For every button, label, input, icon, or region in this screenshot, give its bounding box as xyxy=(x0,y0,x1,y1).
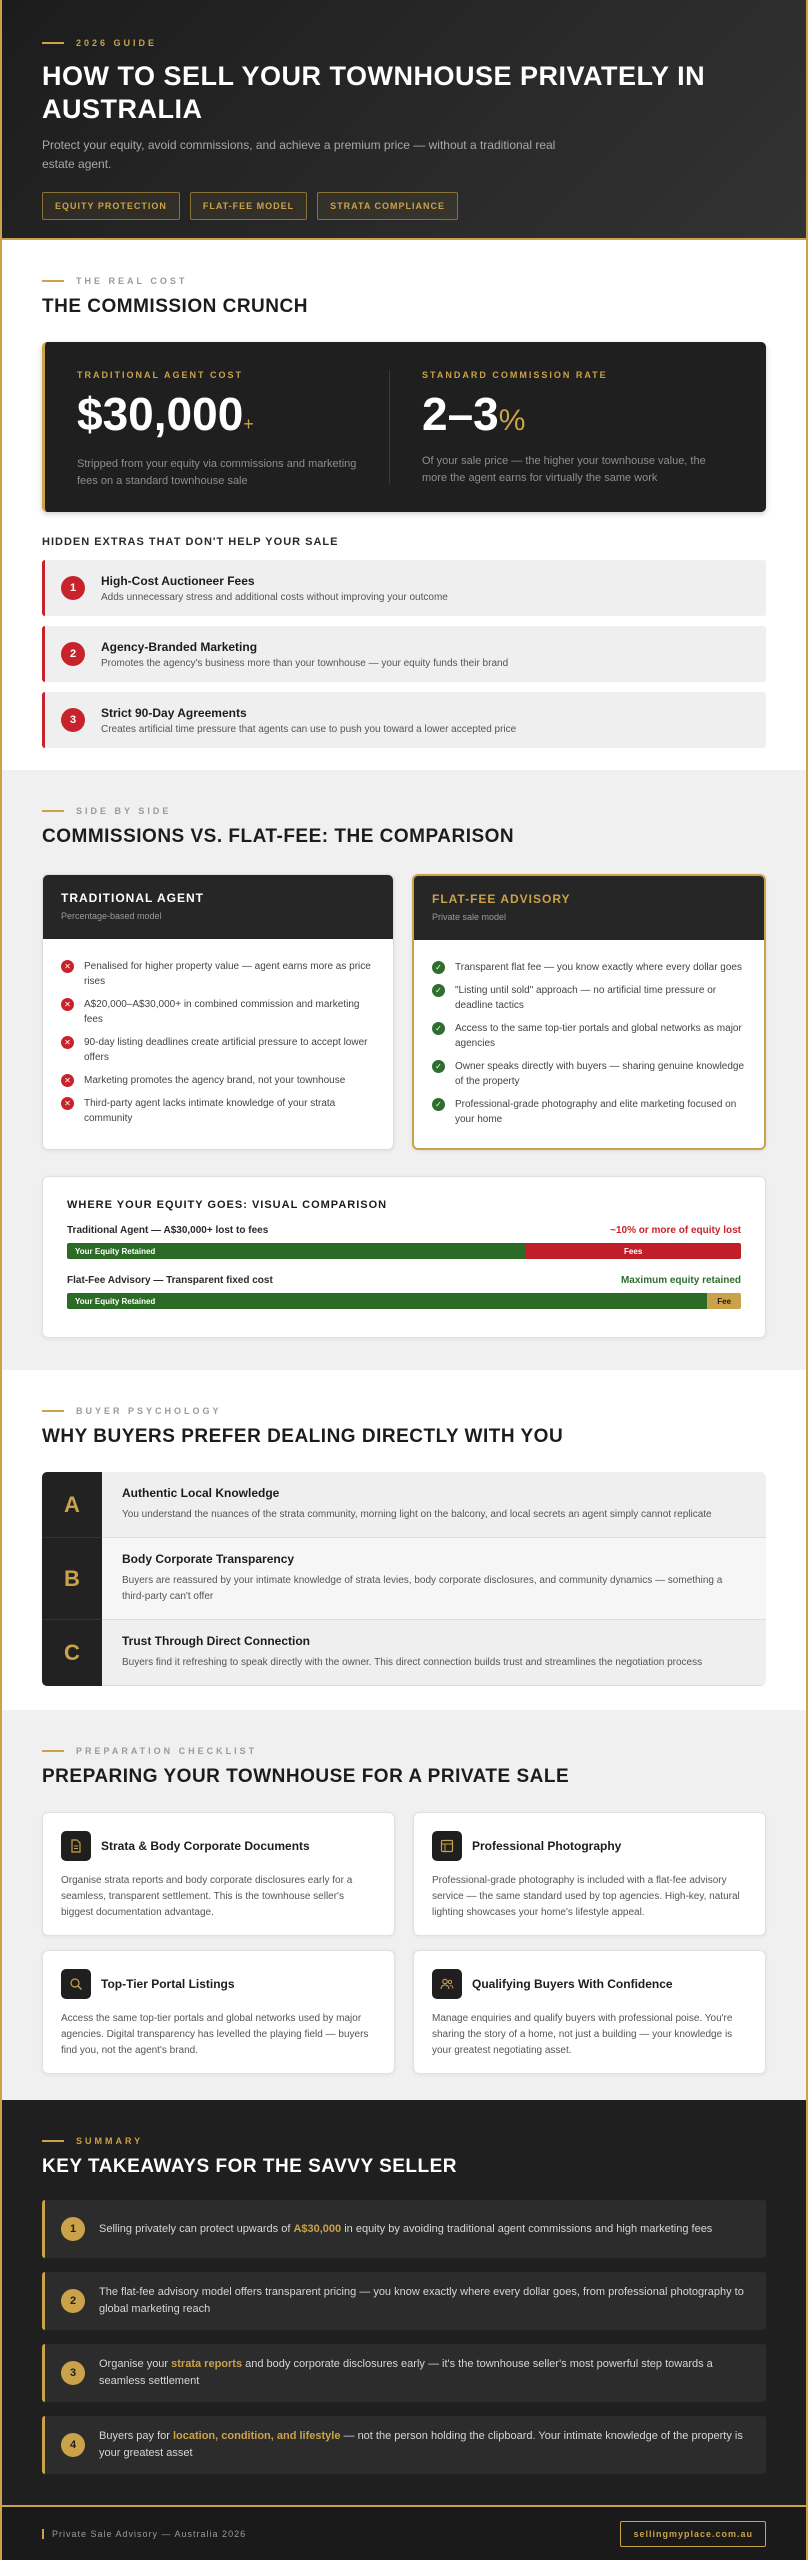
comparison-section xyxy=(2,770,806,1370)
list-item xyxy=(432,983,746,1013)
letter-badge: A xyxy=(42,1472,102,1538)
commission-rate-suffix: % xyxy=(498,404,526,437)
buyers-kicker-text: BUYER PSYCHOLOGY xyxy=(76,1406,222,1416)
commission-rate-number: 2–3 xyxy=(422,388,499,440)
list-item-text: Transparent flat fee — you know exactly where every dollar goes xyxy=(455,962,742,973)
list-item xyxy=(42,2416,766,2474)
agent-cost-desc: Stripped from your equity via commissions and marketing fees on a standard townhouse sale xyxy=(77,458,357,487)
equity-visual-comparison xyxy=(42,1176,766,1338)
hero-tags xyxy=(42,192,766,220)
equity-bar xyxy=(67,1243,741,1259)
card-title: FLAT-FEE ADVISORY xyxy=(432,892,571,906)
list-item-text: Penalised for higher property value — agent earns more as price rises xyxy=(84,961,371,987)
prep-card-desc: Access the same top-tier portals and global networks used by major agencies. Digital transparency has levelled the playing field — buyers find you, not the agent's brand. xyxy=(61,2013,369,2056)
compare-kicker-text: SIDE BY SIDE xyxy=(76,806,172,816)
prep-card-buyers xyxy=(413,1950,766,2074)
viz-row-label: Traditional Agent — A$30,000+ lost to fees xyxy=(67,1225,269,1236)
reason-title: Body Corporate Transparency xyxy=(122,1552,295,1566)
list-item xyxy=(61,997,375,1027)
list-item xyxy=(432,1097,746,1127)
card-subtitle: Private sale model xyxy=(432,912,507,922)
list-item-text: A$20,000–A$30,000+ in combined commission and marketing fees xyxy=(84,999,360,1025)
comparison-cards xyxy=(42,874,766,1150)
takeaway-text-part: Buyers pay for xyxy=(99,2430,173,2442)
cross-icon: ✕ xyxy=(61,1074,74,1087)
cross-icon: ✕ xyxy=(61,960,74,973)
hero-kicker-text: 2026 GUIDE xyxy=(76,38,158,48)
agent-cost-number: $30,000 xyxy=(77,388,244,440)
takeaway-text xyxy=(99,2284,750,2318)
list-item-text: "Listing until sold" approach — no artificial time pressure or deadline tactics xyxy=(455,985,717,1011)
viz-row-traditional xyxy=(67,1225,741,1259)
extra-desc: Adds unnecessary stress and additional costs without improving your outcome xyxy=(101,591,448,603)
kicker-line xyxy=(42,1750,64,1752)
prep-card-desc: Professional-grade photography is included with a flat-fee advisory service — the same standard used by top agencies. High-key, natural lighting showcases your home's lifestyle appeal. xyxy=(432,1875,740,1918)
users-icon xyxy=(432,1969,462,1999)
card-header xyxy=(43,875,393,939)
crunch-kicker xyxy=(42,276,766,286)
agent-cost-label: TRADITIONAL AGENT COST xyxy=(77,370,243,380)
prep-card-desc: Manage enquiries and qualify buyers with professional poise. You're sharing the story of a home, not just a building — your knowledge is your greatest negotiating asset. xyxy=(432,2013,733,2056)
viz-row-label: Flat-Fee Advisory — Transparent fixed cost xyxy=(67,1275,273,1286)
website-link-button[interactable]: sellingmyplace.com.au xyxy=(620,2521,766,2547)
hero xyxy=(2,0,806,240)
card-title: TRADITIONAL AGENT xyxy=(61,891,204,905)
prep-card-title: Top-Tier Portal Listings xyxy=(101,1977,235,1991)
list-item xyxy=(42,1472,766,1538)
extra-title: High-Cost Auctioneer Fees xyxy=(101,573,255,588)
tag-flat-fee-model[interactable]: FLAT-FEE MODEL xyxy=(190,192,307,220)
takeaways-kicker-text: SUMMARY xyxy=(76,2136,144,2146)
number-badge: 3 xyxy=(61,2361,85,2385)
buyers-title: WHY BUYERS PREFER DEALING DIRECTLY WITH YOU xyxy=(42,1426,564,1447)
reason-desc: Buyers find it refreshing to speak directly with the owner. This direct connection builds trust and streamlines the negotiation process xyxy=(122,1657,703,1668)
extra-title: Strict 90-Day Agreements xyxy=(101,705,247,720)
prep-cards xyxy=(42,1812,766,2074)
equity-retained-segment: Your Equity Retained xyxy=(67,1243,525,1259)
flat-fee-card xyxy=(412,874,766,1150)
list-item-text: Professional-grade photography and elite marketing focused on your home xyxy=(455,1099,737,1125)
prep-card-title: Strata & Body Corporate Documents xyxy=(101,1839,310,1853)
takeaway-text-part: The flat-fee advisory model offers transparent pricing — you know exactly where every dollar goes, from professional photography to global marketing reach xyxy=(99,2286,744,2315)
hero-kicker xyxy=(42,38,766,48)
viz-row-note: Maximum equity retained xyxy=(620,1275,741,1286)
flat-fee-list xyxy=(414,940,764,1127)
equity-bar xyxy=(67,1293,741,1309)
list-item xyxy=(42,1620,766,1686)
fees-segment: Fees xyxy=(525,1243,741,1259)
kicker-line xyxy=(42,280,64,282)
prep-title: PREPARING YOUR TOWNHOUSE FOR A PRIVATE SALE xyxy=(42,1766,570,1787)
viz-row-flat-fee xyxy=(67,1275,741,1309)
prep-kicker xyxy=(42,1746,766,1756)
takeaway-text-part: — not the person holding the clipboard. Your intimate knowledge of the property is your greatest asset xyxy=(99,2430,743,2459)
commission-crunch-section xyxy=(2,240,806,770)
prep-card-photography xyxy=(413,1812,766,1936)
viz-title: WHERE YOUR EQUITY GOES: VISUAL COMPARISON xyxy=(67,1199,388,1211)
check-icon: ✓ xyxy=(432,984,445,997)
takeaway-highlight: location, condition, and lifestyle xyxy=(172,2430,341,2442)
prep-card-title: Professional Photography xyxy=(472,1839,622,1853)
list-item xyxy=(432,960,746,975)
check-icon: ✓ xyxy=(432,1022,445,1035)
letter-badge: C xyxy=(42,1620,102,1686)
page-title: HOW TO SELL YOUR TOWNHOUSE PRIVATELY IN AUSTRALIA xyxy=(42,61,706,124)
crunch-title: THE COMMISSION CRUNCH xyxy=(42,296,308,317)
buyers-kicker xyxy=(42,1406,766,1416)
photo-icon xyxy=(432,1831,462,1861)
compare-title: COMMISSIONS VS. FLAT-FEE: THE COMPARISON xyxy=(42,826,515,847)
traditional-agent-card xyxy=(42,874,394,1150)
kicker-line xyxy=(42,2140,64,2142)
reason-desc: You understand the nuances of the strata community, morning light on the balcony, and local secrets an agent simply cannot replicate xyxy=(122,1509,712,1520)
fee-segment: Fee xyxy=(707,1293,741,1309)
number-badge: 4 xyxy=(61,2433,85,2457)
search-icon xyxy=(61,1969,91,1999)
agent-cost-value xyxy=(77,388,389,450)
preparation-section xyxy=(2,1710,806,2100)
buyer-reasons-list xyxy=(42,1472,766,1686)
list-item-text: Marketing promotes the agency brand, not your townhouse xyxy=(84,1075,346,1086)
number-badge: 1 xyxy=(61,2217,85,2241)
hidden-extras-title: HIDDEN EXTRAS THAT DON'T HELP YOUR SALE xyxy=(42,536,339,548)
prep-card-portals xyxy=(42,1950,395,2074)
agent-cost-column xyxy=(77,370,389,487)
takeaway-highlight: A$30,000 xyxy=(293,2222,342,2235)
takeaway-text-part: in equity by avoiding traditional agent commissions and high marketing fees xyxy=(341,2222,713,2235)
list-item xyxy=(61,1073,375,1088)
number-badge: 2 xyxy=(61,642,85,666)
footer-label: Private Sale Advisory — Australia 2026 xyxy=(42,2529,246,2539)
list-item-text: 90-day listing deadlines create artificial pressure to accept lower offers xyxy=(84,1037,368,1063)
check-icon: ✓ xyxy=(432,1098,445,1111)
list-item xyxy=(42,560,766,616)
extra-desc: Promotes the agency's business more than your townhouse — your equity funds their brand xyxy=(101,657,509,669)
takeaway-text xyxy=(99,2356,750,2390)
list-item-text: Third-party agent lacks intimate knowledge of your strata community xyxy=(84,1098,336,1124)
traditional-list xyxy=(43,939,393,1126)
footer xyxy=(2,2505,806,2560)
takeaways-section xyxy=(2,2100,806,2505)
takeaway-text-part: Organise your xyxy=(99,2358,172,2370)
prep-card-desc: Organise strata reports and body corporate disclosures early for a seamless, transparent settlement. This is the townhouse seller's biggest documentation advantage. xyxy=(61,1875,353,1918)
kicker-line xyxy=(42,810,64,812)
commission-rate-desc: Of your sale price — the higher your townhouse value, the more the agent earns for virtually the same work xyxy=(422,455,706,484)
tag-strata-compliance[interactable]: STRATA COMPLIANCE xyxy=(317,192,458,220)
list-item-text: Owner speaks directly with buyers — sharing genuine knowledge of the property xyxy=(455,1061,745,1087)
number-badge: 1 xyxy=(61,576,85,600)
list-item xyxy=(42,2344,766,2402)
list-item xyxy=(42,2272,766,2330)
list-item-text: Access to the same top-tier portals and global networks as major agencies xyxy=(455,1023,742,1049)
check-icon: ✓ xyxy=(432,961,445,974)
list-item xyxy=(61,1035,375,1065)
kicker-line xyxy=(42,1410,64,1412)
takeaway-text xyxy=(99,2221,712,2238)
prep-card-documents xyxy=(42,1812,395,1936)
document-icon xyxy=(61,1831,91,1861)
equity-retained-segment: Your Equity Retained xyxy=(67,1293,707,1309)
list-item xyxy=(61,1096,375,1126)
viz-row-note: ~10% or more of equity lost xyxy=(610,1225,741,1236)
cost-summary-card xyxy=(42,342,766,512)
tag-equity-protection[interactable]: EQUITY PROTECTION xyxy=(42,192,180,220)
commission-rate-label: STANDARD COMMISSION RATE xyxy=(422,370,608,380)
cross-icon: ✕ xyxy=(61,1097,74,1110)
list-item xyxy=(42,2200,766,2258)
hero-subtitle: Protect your equity, avoid commissions, and achieve a premium price — without a traditional real estate agent. xyxy=(42,138,556,171)
check-icon: ✓ xyxy=(432,1060,445,1073)
crunch-kicker-text: THE REAL COST xyxy=(76,276,188,286)
card-subtitle: Percentage-based model xyxy=(61,911,162,921)
prep-card-title: Qualifying Buyers With Confidence xyxy=(472,1977,673,1991)
list-item xyxy=(61,959,375,989)
takeaway-text xyxy=(99,2428,750,2462)
takeaway-text-part: Selling privately can protect upwards of xyxy=(99,2222,294,2235)
agent-cost-suffix: + xyxy=(243,414,254,434)
commission-rate-value xyxy=(422,388,734,447)
hidden-extras-list xyxy=(42,560,766,748)
number-badge: 2 xyxy=(61,2289,85,2313)
extra-title: Agency-Branded Marketing xyxy=(101,639,258,654)
letter-badge: B xyxy=(42,1538,102,1620)
takeaways-title: KEY TAKEAWAYS FOR THE SAVVY SELLER xyxy=(42,2156,458,2177)
extra-desc: Creates artificial time pressure that agents can use to push you toward a lower accepted price xyxy=(101,723,517,735)
prep-kicker-text: PREPARATION CHECKLIST xyxy=(76,1746,258,1756)
cross-icon: ✕ xyxy=(61,1036,74,1049)
commission-rate-column xyxy=(389,370,734,484)
takeaway-highlight: strata reports xyxy=(171,2358,243,2370)
buyer-psychology-section xyxy=(2,1370,806,1710)
takeaway-text-part: and body corporate disclosures early — it's the townhouse seller's most powerful step towards a seamless settlement xyxy=(99,2358,713,2387)
list-item xyxy=(42,1538,766,1620)
list-item xyxy=(42,626,766,682)
takeaways-list xyxy=(42,2200,766,2474)
reason-title: Trust Through Direct Connection xyxy=(122,1634,310,1648)
list-item xyxy=(432,1059,746,1089)
reason-title: Authentic Local Knowledge xyxy=(122,1486,280,1500)
kicker-line xyxy=(42,42,64,44)
card-header xyxy=(414,876,764,940)
number-badge: 3 xyxy=(61,708,85,732)
list-item xyxy=(42,692,766,748)
takeaways-kicker xyxy=(42,2136,766,2146)
list-item xyxy=(432,1021,746,1051)
compare-kicker xyxy=(42,806,766,816)
reason-desc: Buyers are reassured by your intimate knowledge of strata levies, body corporate disclosures, and community dynamics — something a third-party can't offer xyxy=(122,1575,723,1602)
cross-icon: ✕ xyxy=(61,998,74,1011)
